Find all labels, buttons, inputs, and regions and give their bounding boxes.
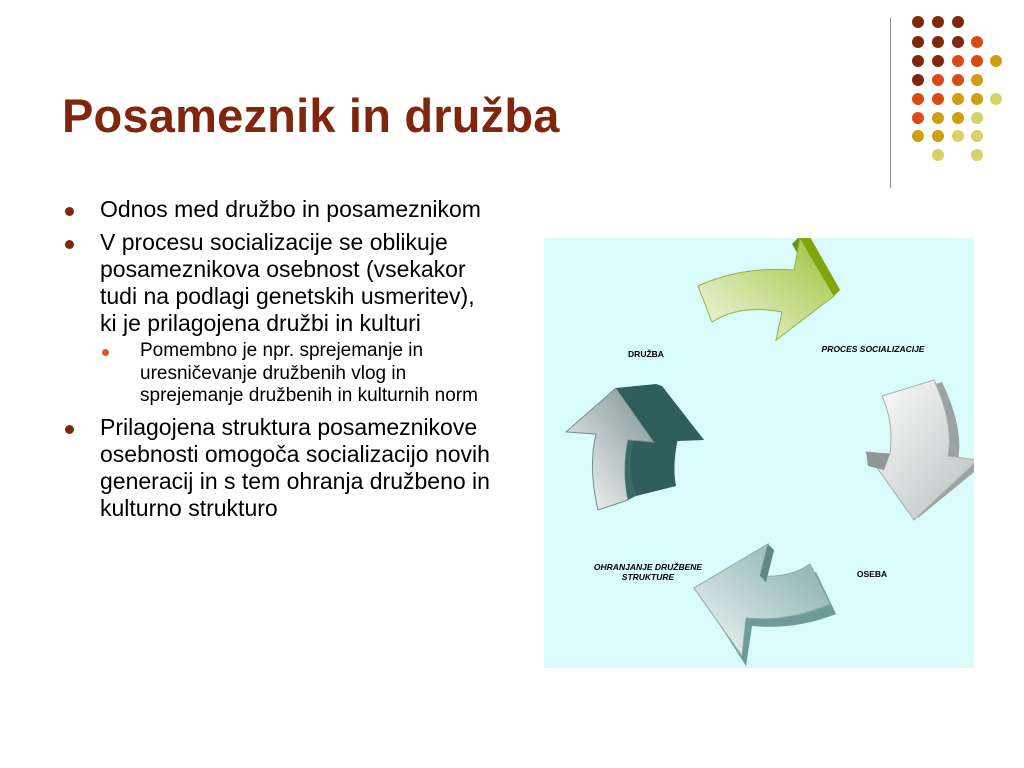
bullet-text: Prilagojena struktura posameznikove osebnosti omogoča socializacijo novih generacij in s tem ohranja družbeno in kulturno strukturo — [100, 413, 490, 521]
bullet-text: Odnos med družbo in posameznikom — [100, 196, 481, 222]
slide-title: Posameznik in družba — [62, 89, 560, 142]
dot-row-1 — [912, 16, 964, 28]
sub-bullet-text: Pomembno je npr. sprejemanje in uresničevanje družbenih vlog in sprejemanje družbenih in kulturnih norm — [140, 340, 478, 406]
sub-bullet-list — [100, 340, 494, 408]
label-ohranjanje-druzbene-strukture: OHRANJANJE DRUŽBENE STRUKTURE — [593, 562, 703, 582]
arrow-teal-gray-icon — [694, 544, 836, 666]
label-proces-socializacije: PROCES SOCIALIZACIJE — [821, 344, 925, 354]
arrow-dark-teal-icon — [552, 384, 704, 510]
vertical-divider — [890, 18, 891, 188]
arrow-green-icon — [696, 238, 840, 340]
cycle-arrows — [544, 238, 974, 668]
bullet-item-3 — [62, 414, 494, 522]
dot-row-2 — [912, 36, 983, 48]
bullet-list — [62, 196, 494, 522]
dot-row-5 — [912, 93, 1002, 105]
bullet-item-2 — [62, 229, 494, 408]
bullet-item-1 — [62, 196, 494, 223]
bullet-list-container — [62, 196, 494, 528]
dot-row-4 — [912, 74, 983, 86]
sub-bullet-item-1 — [100, 340, 494, 408]
socialization-cycle-diagram — [544, 238, 974, 668]
dot-row-8 — [932, 149, 983, 161]
dot-row-6 — [912, 112, 983, 124]
arrow-light-gray-icon — [866, 380, 974, 520]
dot-row-3 — [912, 55, 1002, 67]
bullet-text: V procesu socializacije se oblikuje posameznikova osebnost (vsekakor tudi na podlagi genetskih usmeritev), ki je prilagojena družbi in kulturi — [100, 229, 475, 336]
label-druzba: DRUŽBA — [628, 349, 664, 359]
dot-row-7 — [912, 130, 983, 142]
label-oseba: OSEBA — [856, 569, 888, 579]
